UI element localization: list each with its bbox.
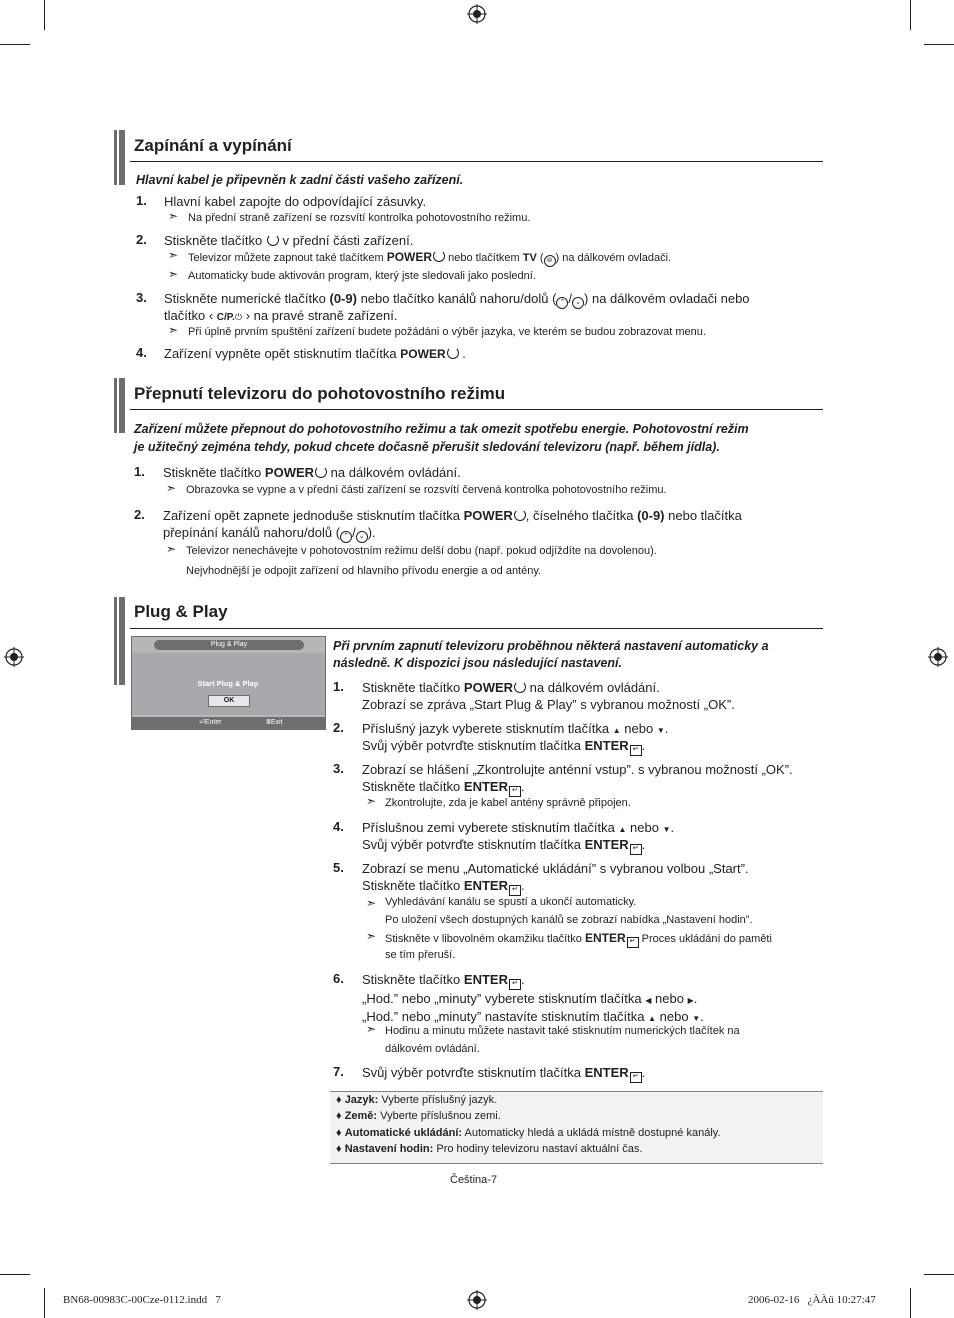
chevron-right-icon: › bbox=[245, 308, 251, 323]
crop-mark bbox=[924, 44, 954, 45]
bullet-icon: ♦ bbox=[336, 1094, 342, 1106]
step-text: Zobrazí se menu „Automatické ukládání” s vybranou volbou „Start”. bbox=[362, 861, 749, 876]
section-rule bbox=[130, 628, 823, 629]
enter-icon: ↵ bbox=[630, 1072, 642, 1083]
text-span: Svůj výběr potvrďte stisknutím tlačítka bbox=[362, 738, 581, 753]
text-span: nebo tlačítko kanálů nahoru/dolů ( bbox=[360, 291, 557, 306]
summary-row bbox=[336, 1110, 501, 1122]
note-text: Zkontrolujte, zda je kabel antény správně připojen. bbox=[385, 797, 631, 809]
section-lead: je užitečný zejména tehdy, pokud chcete dočasně přerušit sledování televizoru (např. během jídla). bbox=[134, 440, 720, 454]
bullet-icon: ♦ bbox=[336, 1143, 342, 1155]
text-span: na dálkovém ovladači. bbox=[562, 252, 672, 264]
enter-label: ENTER bbox=[463, 779, 508, 794]
text-span: Zařízení vypněte opět stisknutím tlačítka bbox=[164, 346, 397, 361]
note-arrow-icon: ➣ bbox=[168, 209, 179, 223]
text-span: v přední části zařízení. bbox=[282, 233, 414, 248]
note-arrow-icon: ➣ bbox=[168, 248, 179, 262]
osd-message: Start Plug & Play. bbox=[197, 679, 260, 688]
step-text bbox=[163, 507, 742, 524]
step-text bbox=[362, 836, 645, 854]
note-text: Automaticky bude aktivován program, který jste sledovali jako poslední. bbox=[188, 270, 536, 282]
text-span: „Hod.” nebo „minuty” nastavíte stisknutím tlačítka bbox=[362, 1009, 645, 1024]
text-span: . bbox=[520, 878, 525, 893]
text-span: nebo bbox=[655, 991, 684, 1006]
enter-icon: ⏎ bbox=[199, 719, 205, 726]
power-icon bbox=[514, 509, 526, 521]
section-rule bbox=[130, 409, 823, 410]
page-number: Čeština-7 bbox=[450, 1174, 498, 1186]
exit-icon: Ⅲ bbox=[266, 719, 271, 726]
text-span: . bbox=[520, 779, 525, 794]
step-text: Zobrazí se zpráva „Start Plug & Play” s vybranou možností „OK”. bbox=[362, 697, 735, 712]
note-arrow-icon: ➣ bbox=[166, 481, 177, 495]
section-bar bbox=[114, 378, 117, 433]
text-span: Stiskněte tlačítko bbox=[362, 878, 461, 893]
step-number: 3. bbox=[333, 761, 344, 776]
arrow-down-icon: ▼ bbox=[656, 726, 665, 735]
section-bar bbox=[114, 597, 117, 685]
power-icon bbox=[447, 347, 459, 359]
note-arrow-icon: ➣ bbox=[366, 896, 377, 910]
power-label: POWER bbox=[264, 465, 315, 480]
note-text: Nejvhodnější je odpojit zařízení od hlavního přívodu energie a od antény. bbox=[186, 565, 542, 577]
step-text: přepínání kanálů nahoru/dolů ( ⌃ / ⌄ ). bbox=[163, 524, 376, 542]
summary-label: Země: bbox=[344, 1110, 378, 1122]
step-number: 1. bbox=[134, 464, 145, 479]
text-span: Stiskněte numerické tlačítko bbox=[164, 291, 326, 306]
section-title: Přepnutí televizoru do pohotovostního režimu bbox=[134, 384, 506, 403]
crop-mark bbox=[0, 44, 30, 45]
summary-label: Automatické ukládání: bbox=[344, 1127, 463, 1139]
osd-ok-button[interactable]: OK bbox=[208, 695, 250, 707]
crop-mark bbox=[0, 1274, 30, 1275]
chevron-left-icon: ‹ bbox=[208, 308, 214, 323]
note-text: Obrazovka se vypne a v přední části zařízení se rozsvítí červená kontrolka pohotovostního režimu. bbox=[186, 484, 667, 496]
text-span: . bbox=[641, 1065, 646, 1080]
power-icon bbox=[267, 234, 279, 246]
text-span: Stiskněte tlačítko bbox=[164, 233, 263, 248]
channel-down-icon: ⌄ bbox=[572, 297, 584, 309]
power-icon bbox=[315, 466, 327, 478]
step-number: 2. bbox=[333, 720, 344, 735]
step-text: Stiskněte numerické tlačítko (0-9) nebo tlačítko kanálů nahoru/dolů ( ⌃ / ⌄ ) na dálkovém ovladači nebo bbox=[164, 290, 750, 308]
summary-row bbox=[336, 1094, 497, 1106]
enter-icon: ↵ bbox=[509, 979, 521, 990]
step-text bbox=[362, 737, 645, 755]
enter-label: ENTER bbox=[584, 1065, 629, 1080]
text-span: nebo bbox=[630, 820, 659, 835]
summary-text: Vyberte příslušnou zemi. bbox=[380, 1110, 501, 1122]
step-text bbox=[163, 464, 461, 481]
arrow-down-icon: ▼ bbox=[662, 825, 671, 834]
step-text bbox=[362, 679, 660, 696]
text-bold: (0-9) bbox=[637, 508, 665, 523]
note-text: Televizor nenechávejte v pohotovostním režimu delší dobu (např. pokud odjíždíte na dovolenou). bbox=[186, 545, 657, 557]
step-number: 3. bbox=[136, 290, 147, 305]
text-span: Proces ukládání do paměti bbox=[641, 933, 772, 945]
power-label: POWER bbox=[463, 680, 514, 695]
note-arrow-icon: ➣ bbox=[366, 929, 377, 943]
text-span: . bbox=[641, 837, 646, 852]
registration-mark-icon bbox=[467, 1290, 487, 1310]
section-title: Zapínání a vypínání bbox=[134, 136, 292, 155]
power-label: POWER bbox=[463, 508, 513, 523]
step-number: 6. bbox=[333, 971, 344, 986]
note-text: Při úplně prvním spuštění zařízení budete požádáni o výběr jazyka, ve kterém se budou zobrazovat menu. bbox=[188, 326, 706, 338]
text-span: . bbox=[670, 820, 675, 835]
registration-mark-icon bbox=[4, 647, 24, 667]
power-icon bbox=[433, 250, 445, 262]
power-label: POWER bbox=[400, 347, 446, 361]
enter-icon: ↵ bbox=[630, 844, 642, 855]
enter-label: ENTER bbox=[463, 972, 508, 987]
arrow-right-icon: ▶ bbox=[687, 996, 694, 1005]
crop-mark bbox=[910, 1288, 911, 1318]
osd-screen bbox=[131, 636, 326, 730]
step-number: 1. bbox=[333, 679, 344, 694]
crop-mark bbox=[44, 0, 45, 30]
note-arrow-icon: ➣ bbox=[366, 794, 377, 808]
text-span: . bbox=[462, 346, 466, 361]
text-span: ). bbox=[367, 525, 376, 540]
text-span: . bbox=[693, 991, 698, 1006]
text-bold: (0-9) bbox=[329, 291, 357, 306]
text-span: nebo tlačítkem bbox=[448, 252, 520, 264]
enter-icon: ↵ bbox=[627, 937, 639, 948]
text-span: Stiskněte v libovolném okamžiku tlačítko bbox=[385, 933, 582, 945]
text-span: „Hod.” nebo „minuty” vyberete stisknutím tlačítka bbox=[362, 991, 642, 1006]
step-number: 5. bbox=[333, 860, 344, 875]
osd-footer bbox=[132, 717, 325, 729]
enter-label: ENTER bbox=[584, 837, 629, 852]
enter-icon: ↵ bbox=[509, 786, 521, 797]
summary-label: Nastavení hodin: bbox=[344, 1143, 434, 1155]
enter-icon: ↵ bbox=[509, 885, 521, 896]
text-span: Stiskněte tlačítko bbox=[362, 680, 461, 695]
text-span: Stiskněte tlačítko bbox=[362, 779, 461, 794]
step-number: 7. bbox=[333, 1064, 344, 1079]
channel-up-icon: ⌃ bbox=[340, 531, 352, 543]
osd-body bbox=[132, 653, 325, 715]
settings-summary bbox=[330, 1091, 823, 1164]
note-text: Vyhledávání kanálu se spustí a ukončí automaticky. bbox=[385, 896, 637, 908]
summary-text: Pro hodiny televizoru nastaví aktuální čas. bbox=[436, 1143, 643, 1155]
step-text bbox=[164, 345, 466, 363]
step-number: 2. bbox=[134, 507, 145, 522]
text-span: nebo bbox=[624, 721, 654, 736]
text-span: na pravé straně zařízení. bbox=[253, 308, 398, 323]
text-span: . bbox=[700, 1009, 704, 1024]
note-text: Na přední straně zařízení se rozsvítí kontrolka pohotovostního režimu. bbox=[188, 212, 531, 224]
osd-enter-label: Enter bbox=[204, 719, 222, 726]
section-title: Plug & Play bbox=[134, 602, 228, 621]
step-text bbox=[362, 971, 525, 989]
arrow-up-icon: ▲ bbox=[648, 1014, 657, 1023]
note-text: Hodinu a minutu můžete nastavit také stisknutím numerických tlačítek na bbox=[385, 1025, 740, 1037]
section-lead: Při prvním zapnutí televizoru proběhnou některá nastavení automaticky a bbox=[333, 639, 769, 653]
note-text: se tím přeruší. bbox=[385, 949, 456, 961]
text-span: Zařízení opět zapnete jednoduše stisknutím tlačítka bbox=[163, 508, 461, 523]
section-bar bbox=[114, 130, 117, 185]
section-bar bbox=[119, 597, 125, 685]
power-icon bbox=[514, 681, 526, 693]
channel-down-icon: ⌄ bbox=[356, 531, 368, 543]
step-text bbox=[362, 1064, 645, 1082]
text-span: . bbox=[641, 738, 646, 753]
text-span: Stiskněte tlačítko bbox=[362, 972, 461, 987]
text-span: na dálkovém ovládání. bbox=[330, 465, 461, 480]
arrow-down-icon: ▼ bbox=[692, 1014, 701, 1023]
enter-label: ENTER bbox=[584, 931, 626, 945]
section-rule bbox=[130, 161, 823, 162]
step-number: 1. bbox=[136, 193, 147, 208]
footer-file: BN68-00983C-00Cze-0112.indd 7 bbox=[63, 1294, 221, 1306]
section-bar bbox=[119, 130, 125, 185]
enter-icon: ↵ bbox=[630, 745, 642, 756]
power-label: POWER bbox=[386, 250, 433, 264]
tv-icon: ⊜ bbox=[544, 255, 556, 267]
step-text bbox=[362, 990, 697, 1009]
bullet-icon: ♦ bbox=[336, 1127, 342, 1139]
text-span: Stiskněte tlačítko bbox=[163, 465, 262, 480]
text-span: nebo bbox=[659, 1009, 689, 1024]
text-span: Svůj výběr potvrďte stisknutím tlačítka bbox=[362, 1065, 581, 1080]
enter-label: ENTER bbox=[463, 878, 508, 893]
cp-label: C/P. bbox=[216, 312, 235, 323]
note-arrow-icon: ➣ bbox=[168, 323, 179, 337]
step-number: 4. bbox=[136, 345, 147, 360]
text-span: Příslušnou zemi vyberete stisknutím tlačítka bbox=[362, 820, 615, 835]
arrow-up-icon: ▲ bbox=[618, 825, 627, 834]
enter-label: ENTER bbox=[584, 738, 629, 753]
osd-exit-hint bbox=[266, 718, 283, 726]
osd-title: Plug & Play bbox=[154, 640, 304, 650]
step-number: 2. bbox=[136, 232, 147, 247]
step-text: Hlavní kabel zapojte do odpovídající zásuvky. bbox=[164, 194, 427, 209]
crop-mark bbox=[910, 0, 911, 30]
note-arrow-icon: ➣ bbox=[166, 542, 177, 556]
summary-row bbox=[336, 1143, 642, 1155]
text-span: . bbox=[520, 972, 525, 987]
text-span: přepínání kanálů nahoru/dolů ( bbox=[163, 525, 341, 540]
summary-row bbox=[336, 1127, 721, 1139]
section-lead: Hlavní kabel je připevněn k zadní části vašeho zařízení. bbox=[136, 173, 464, 187]
registration-mark-icon bbox=[928, 647, 948, 667]
section-bar bbox=[119, 378, 125, 433]
note-arrow-icon: ➣ bbox=[366, 1022, 377, 1036]
step-text: Zobrazí se hlášení „Zkontrolujte anténní vstup”. s vybranou možností „OK”. bbox=[362, 762, 793, 777]
summary-text: Vyberte příslušný jazyk. bbox=[381, 1094, 498, 1106]
tv-label: TV bbox=[522, 252, 537, 264]
text-span: , číselného tlačítka bbox=[525, 508, 634, 523]
channel-up-icon: ⌃ bbox=[556, 297, 568, 309]
note-text: Po uložení všech dostupných kanálů se zobrazí nabídka „Nastavení hodin”. bbox=[385, 914, 753, 926]
note-text: dálkovém ovládání. bbox=[385, 1043, 480, 1055]
summary-label: Jazyk: bbox=[344, 1094, 379, 1106]
section-lead: následně. K dispozici jsou následující nastavení. bbox=[333, 656, 622, 670]
text-span: Příslušný jazyk vyberete stisknutím tlačítka bbox=[362, 721, 610, 736]
note-text: Televizor můžete zapnout také tlačítkem POWER nebo tlačítkem TV ( ⊜ ) na dálkovém ovladači. bbox=[188, 248, 671, 267]
footer-date: 2006-02-16 ¿ÀÀü 10:27:47 bbox=[748, 1294, 876, 1306]
registration-mark-icon bbox=[467, 4, 487, 24]
power-icon: ⏻ bbox=[234, 312, 243, 322]
step-text bbox=[164, 232, 413, 249]
arrow-left-icon: ◀ bbox=[645, 996, 652, 1005]
summary-text: Automaticky hledá a ukládá místně dostupné kanály. bbox=[464, 1127, 721, 1139]
step-number: 4. bbox=[333, 819, 344, 834]
text-span: na dálkovém ovládání. bbox=[529, 680, 660, 695]
text-span: Svůj výběr potvrďte stisknutím tlačítka bbox=[362, 837, 581, 852]
crop-mark bbox=[924, 1274, 954, 1275]
osd-enter-hint bbox=[199, 718, 222, 726]
text-span: Televizor můžete zapnout také tlačítkem bbox=[188, 252, 384, 264]
text-span: . bbox=[664, 721, 669, 736]
section-lead: Zařízení můžete přepnout do pohotovostního režimu a tak omezit spotřebu energie. Pohotovostní režim bbox=[134, 422, 749, 436]
crop-mark bbox=[44, 1288, 45, 1318]
bullet-icon: ♦ bbox=[336, 1110, 342, 1122]
osd-exit-label: Exit bbox=[270, 719, 283, 726]
arrow-up-icon: ▲ bbox=[612, 726, 621, 735]
text-span: ) na dálkovém ovladači nebo bbox=[584, 291, 750, 306]
text-span: nebo tlačítka bbox=[668, 508, 742, 523]
text-span: tlačítko bbox=[164, 308, 206, 323]
note-arrow-icon: ➣ bbox=[168, 267, 179, 281]
